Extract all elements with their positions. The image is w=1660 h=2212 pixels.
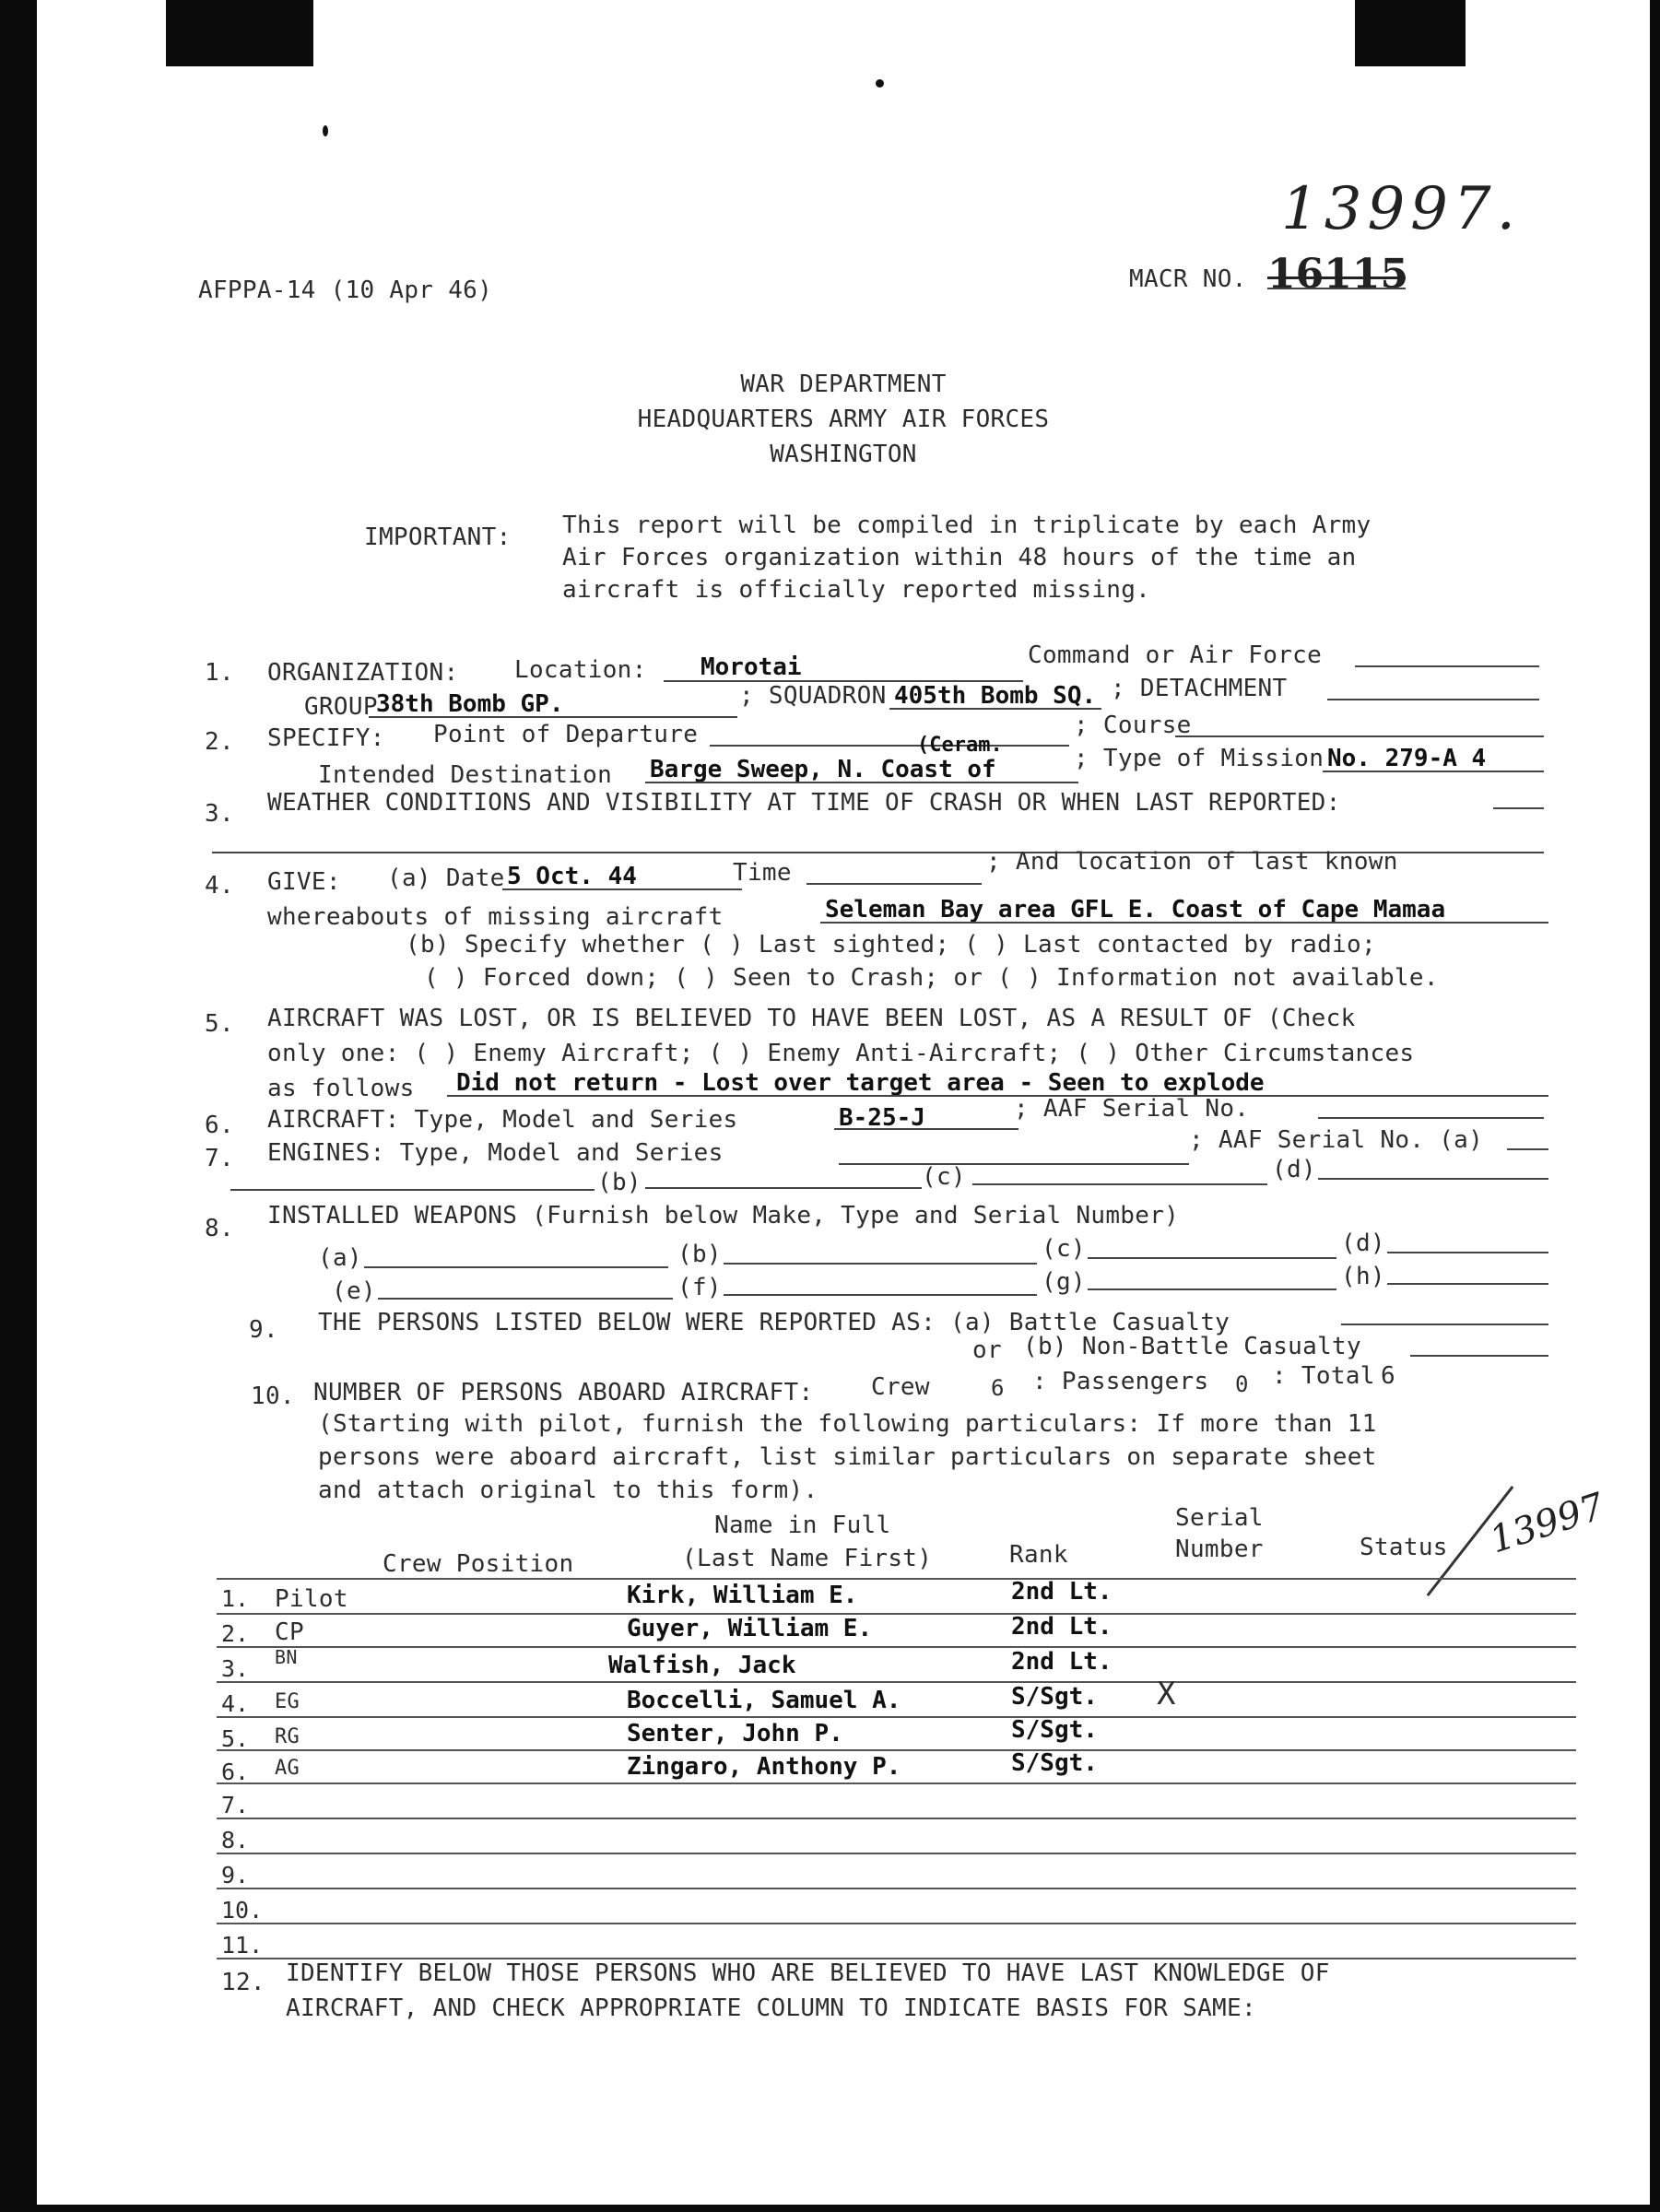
- crew-name: Guyer, William E.: [627, 1615, 873, 1642]
- passengers-value: 0: [1235, 1371, 1249, 1397]
- instructions-line-3: and attach original to this form).: [318, 1477, 818, 1504]
- macr-strikethrough: [1267, 276, 1406, 279]
- weather-label: WEATHER CONDITIONS AND VISIBILITY AT TIME OF CRASH OR WHEN LAST REPORTED:: [267, 789, 1341, 817]
- destination-value: Barge Sweep, N. Coast of: [650, 756, 996, 783]
- course-label: ; Course: [1074, 712, 1192, 739]
- engines-serial-a-line: [1507, 1148, 1548, 1150]
- row-number: 9.: [221, 1862, 250, 1888]
- command-line: [1355, 665, 1539, 667]
- important-line-3: aircraft is officially reported missing.: [562, 576, 1151, 604]
- mission-label: ; Type of Mission: [1074, 745, 1324, 772]
- aircraft-label: AIRCRAFT: Type, Model and Series: [267, 1106, 738, 1134]
- section-8-number: 8.: [205, 1215, 234, 1242]
- row-rule: [217, 1681, 1576, 1683]
- section-1-number: 1.: [205, 659, 234, 687]
- weapon-b-line: [724, 1263, 1037, 1265]
- row-number: 11.: [221, 1932, 264, 1959]
- header-line-2: HEADQUARTERS ARMY AIR FORCES: [637, 406, 1050, 433]
- crew-rank: 2nd Lt.: [1011, 1578, 1113, 1606]
- weapon-e-label: (e): [332, 1277, 376, 1305]
- section-6-number: 6.: [205, 1112, 234, 1139]
- section-12-number: 12.: [221, 1969, 265, 1996]
- row-rule: [217, 1749, 1576, 1751]
- col-serial-top: Serial: [1175, 1504, 1264, 1532]
- aircraft-line: [834, 1128, 1018, 1130]
- handwritten-macr-number: 13997.: [1281, 175, 1521, 243]
- weapon-g-label: (g): [1042, 1268, 1086, 1296]
- lost-result-line-1: AIRCRAFT WAS LOST, OR IS BELIEVED TO HAVE BEEN LOST, AS A RESULT OF (Check: [267, 1005, 1356, 1032]
- crew-value: 6: [991, 1375, 1005, 1401]
- weapon-f-label: (f): [677, 1274, 722, 1301]
- squadron-value: 405th Bomb SQ.: [894, 682, 1097, 710]
- non-battle-casualty-line: [1410, 1355, 1548, 1357]
- total-value: 6: [1381, 1362, 1395, 1390]
- weapon-h-line: [1387, 1283, 1548, 1285]
- crew-position: Pilot: [275, 1585, 348, 1613]
- section-7-number: 7.: [205, 1145, 234, 1172]
- document-page: [37, 0, 1650, 2205]
- weapon-a-line: [364, 1266, 668, 1268]
- group-value: 38th Bomb GP.: [376, 690, 564, 718]
- row-rule: [217, 1613, 1576, 1615]
- instructions-line-1: (Starting with pilot, furnish the following particulars: If more than 11: [318, 1410, 1377, 1438]
- weapon-b-label: (b): [677, 1241, 722, 1268]
- weapon-c-line: [1088, 1257, 1336, 1259]
- non-battle-casualty-label: (b) Non-Battle Casualty: [1023, 1333, 1361, 1360]
- squadron-label: ; SQUADRON: [739, 682, 887, 710]
- col-serial-bottom: Number: [1175, 1535, 1264, 1563]
- mission-value: No. 279-A 4: [1327, 745, 1487, 772]
- engines-serial-d-line: [1318, 1178, 1548, 1180]
- important-line-2: Air Forces organization within 48 hours of the time an: [562, 544, 1357, 571]
- as-follows-value: Did not return - Lost over target area - Seen to explode: [456, 1069, 1265, 1097]
- location-label: Location:: [514, 656, 647, 684]
- engines-serial-c-line: [972, 1183, 1267, 1185]
- total-label: : Total: [1272, 1362, 1375, 1390]
- serial-check-mark: X: [1157, 1676, 1176, 1712]
- section-3-number: 3.: [205, 800, 234, 828]
- weather-line-end: [1493, 807, 1544, 809]
- identify-line-1: IDENTIFY BELOW THOSE PERSONS WHO ARE BELIEVED TO HAVE LAST KNOWLEDGE OF: [286, 1959, 1330, 1987]
- row-number: 4.: [221, 1690, 250, 1717]
- crew-position: AG: [275, 1757, 300, 1780]
- engines-serial-c-label: (c): [922, 1163, 966, 1191]
- row-number: 5.: [221, 1725, 250, 1752]
- crew-name: Walfish, Jack: [608, 1652, 796, 1679]
- crew-position: BN: [275, 1646, 298, 1668]
- col-status: Status: [1360, 1534, 1448, 1561]
- row-rule: [217, 1853, 1576, 1854]
- section-9-number: 9.: [249, 1316, 278, 1344]
- crew-position: EG: [275, 1690, 300, 1713]
- course-line: [1175, 735, 1544, 737]
- specify-whether-line: (b) Specify whether ( ) Last sighted; ( ) Last contacted by radio;: [406, 931, 1376, 959]
- last-known-location-label: ; And location of last known: [986, 848, 1398, 876]
- row-rule: [217, 1783, 1576, 1784]
- section-5-number: 5.: [205, 1010, 234, 1038]
- departure-line: [710, 745, 1069, 747]
- crew-position: CP: [275, 1618, 304, 1646]
- lost-result-line-2: only one: ( ) Enemy Aircraft; ( ) Enemy Anti-Aircraft; ( ) Other Circumstances: [267, 1040, 1415, 1067]
- header-line-1: WAR DEPARTMENT: [740, 371, 947, 398]
- crew-rank: S/Sgt.: [1011, 1683, 1098, 1711]
- macr-label: MACR NO.: [1129, 265, 1247, 293]
- engines-serial-label: ; AAF Serial No. (a): [1189, 1126, 1484, 1154]
- form-id: AFPPA-14 (10 Apr 46): [198, 276, 493, 304]
- persons-aboard-label: NUMBER OF PERSONS ABOARD AIRCRAFT:: [313, 1379, 814, 1406]
- header-line-3: WASHINGTON: [770, 441, 917, 468]
- crew-name: Kirk, William E.: [627, 1582, 858, 1609]
- specify-label: SPECIFY:: [267, 724, 385, 752]
- time-line: [806, 883, 982, 885]
- weapon-g-line: [1088, 1288, 1336, 1290]
- time-label: Time: [733, 859, 792, 887]
- row-rule: [217, 1888, 1576, 1889]
- give-label: GIVE:: [267, 868, 341, 896]
- battle-casualty-line: [1341, 1324, 1548, 1325]
- crew-rank: S/Sgt.: [1011, 1716, 1098, 1744]
- row-number: 10.: [221, 1897, 264, 1924]
- crew-position: RG: [275, 1725, 300, 1748]
- whereabouts-label: whereabouts of missing aircraft: [267, 903, 724, 931]
- engines-line: [839, 1163, 1189, 1165]
- departure-label: Point of Departure: [433, 721, 699, 748]
- col-name-bottom: (Last Name First): [682, 1545, 933, 1572]
- binder-tab: [166, 0, 313, 66]
- organization-label: ORGANIZATION:: [267, 659, 459, 687]
- as-follows-line: [447, 1095, 1548, 1097]
- section-10-number: 10.: [251, 1382, 295, 1410]
- date-label: (a) Date: [387, 865, 505, 892]
- whereabouts-value: Seleman Bay area GFL E. Coast of Cape Mamaa: [825, 896, 1446, 924]
- engines-serial-a-cont: [230, 1189, 595, 1191]
- table-header-rule: [217, 1578, 1576, 1580]
- row-number: 2.: [221, 1620, 250, 1647]
- row-number: 6.: [221, 1759, 250, 1785]
- section-4-number: 4.: [205, 872, 234, 900]
- passengers-label: : Passengers: [1032, 1368, 1209, 1395]
- row-number: 1.: [221, 1585, 250, 1612]
- ink-speck: [876, 79, 884, 88]
- aircraft-serial-line: [1318, 1117, 1544, 1119]
- weapons-label: INSTALLED WEAPONS (Furnish below Make, Type and Serial Number): [267, 1202, 1180, 1230]
- date-line: [502, 888, 742, 890]
- macr-typed-number: 16115: [1267, 251, 1409, 298]
- weapon-c-label: (c): [1042, 1235, 1086, 1263]
- row-rule: [217, 1716, 1576, 1718]
- group-label: GROUP: [304, 693, 378, 721]
- aircraft-serial-label: ; AAF Serial No.: [1014, 1095, 1250, 1123]
- destination-label: Intended Destination: [318, 761, 613, 789]
- crew-rank: 2nd Lt.: [1011, 1648, 1113, 1676]
- row-rule: [217, 1646, 1576, 1648]
- crew-name: Senter, John P.: [627, 1720, 843, 1747]
- important-label: IMPORTANT:: [364, 524, 512, 551]
- destination-line: [645, 782, 1078, 783]
- whereabouts-line: [820, 922, 1548, 924]
- weapon-d-line: [1387, 1252, 1548, 1253]
- binder-tab: [1355, 0, 1466, 66]
- weapon-a-label: (a): [318, 1244, 362, 1272]
- crew-rank: S/Sgt.: [1011, 1749, 1098, 1777]
- weapon-e-line: [378, 1298, 673, 1300]
- section-2-number: 2.: [205, 728, 234, 756]
- crew-label: Crew: [871, 1373, 930, 1401]
- important-line-1: This report will be compiled in triplicate by each Army: [562, 512, 1372, 539]
- detachment-line: [1327, 699, 1539, 700]
- row-number: 3.: [221, 1655, 250, 1682]
- engines-serial-b-line: [645, 1187, 922, 1189]
- destination-note: (Ceram.: [917, 734, 1003, 757]
- reported-as-label: THE PERSONS LISTED BELOW WERE REPORTED AS: (a) Battle Casualty: [318, 1309, 1230, 1336]
- row-number: 7.: [221, 1792, 250, 1818]
- macr-underline: [1267, 288, 1406, 289]
- col-crew-position: Crew Position: [383, 1550, 574, 1578]
- squadron-line: [889, 708, 1101, 710]
- command-label: Command or Air Force: [1028, 641, 1323, 669]
- as-follows-label: as follows: [267, 1075, 415, 1102]
- forced-down-line: ( ) Forced down; ( ) Seen to Crash; or ( ) Information not available.: [424, 964, 1439, 992]
- handwritten-table-number: 13997: [1485, 1485, 1610, 1562]
- col-rank: Rank: [1009, 1541, 1068, 1569]
- col-name-top: Name in Full: [714, 1512, 891, 1539]
- ink-speck: [323, 125, 328, 136]
- engines-serial-d-label: (d): [1272, 1156, 1316, 1183]
- row-rule: [217, 1923, 1576, 1924]
- mission-line: [1323, 771, 1544, 772]
- date-value: 5 Oct. 44: [507, 863, 637, 890]
- aircraft-value: B-25-J: [839, 1104, 925, 1132]
- crew-name: Boccelli, Samuel A.: [627, 1687, 901, 1714]
- or-label: or: [972, 1336, 1002, 1364]
- instructions-line-2: persons were aboard aircraft, list similar particulars on separate sheet: [318, 1443, 1377, 1471]
- identify-line-2: AIRCRAFT, AND CHECK APPROPRIATE COLUMN TO INDICATE BASIS FOR SAME:: [286, 1994, 1256, 2022]
- weapon-h-label: (h): [1341, 1263, 1385, 1290]
- location-value: Morotai: [700, 653, 802, 681]
- group-line: [369, 716, 737, 718]
- crew-name: Zingaro, Anthony P.: [627, 1753, 901, 1781]
- engines-label: ENGINES: Type, Model and Series: [267, 1139, 724, 1167]
- weapon-d-label: (d): [1341, 1230, 1385, 1257]
- detachment-label: ; DETACHMENT: [1111, 675, 1288, 702]
- engines-serial-b-label: (b): [597, 1169, 642, 1196]
- row-number: 8.: [221, 1827, 250, 1853]
- weapon-f-line: [724, 1294, 1037, 1296]
- row-rule: [217, 1818, 1576, 1819]
- crew-rank: 2nd Lt.: [1011, 1613, 1113, 1641]
